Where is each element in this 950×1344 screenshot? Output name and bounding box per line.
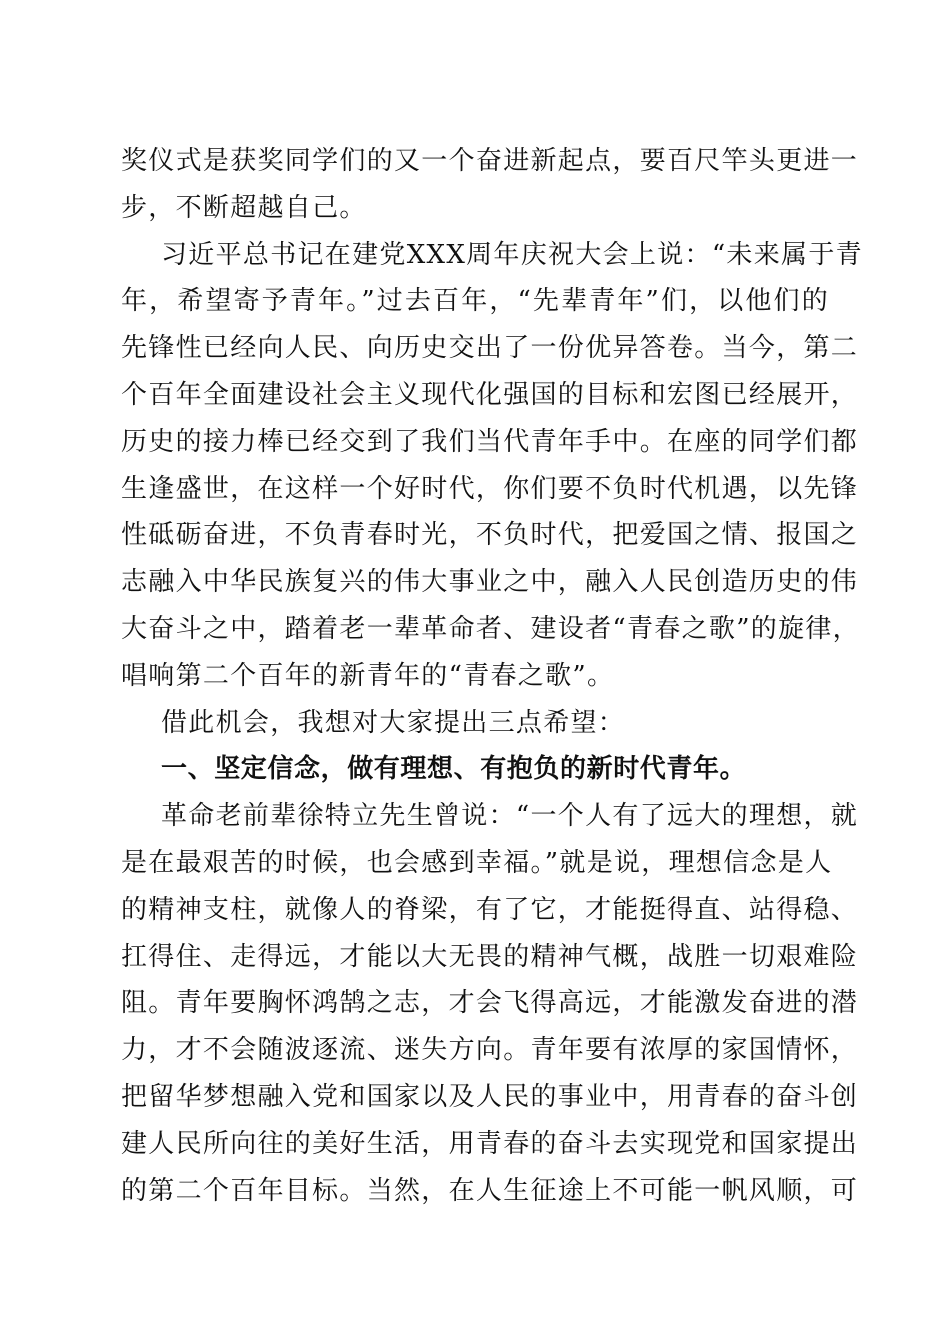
paragraph-first-line: 习近平总书记在建党XXX周年庆祝大会上说：“未来属于青 bbox=[161, 239, 863, 270]
paragraph-first-line: 革命老前辈徐特立先生曾说：“一个人有了远大的理想，就 bbox=[161, 801, 859, 832]
text-line: 大奋斗之中，踏着老一辈革命者、建设者“青春之歌”的旋律， bbox=[121, 613, 860, 644]
text-line: 建人民所向往的美好生活，用青春的奋斗去实现党和国家提出 bbox=[121, 1128, 859, 1159]
text-line: 扛得住、走得远，才能以大无畏的精神气概，战胜一切艰难险 bbox=[121, 941, 859, 972]
text-line: 先锋性已经向人民、向历史交出了一份优异答卷。当今，第二 bbox=[121, 333, 859, 364]
text-line: 志融入中华民族复兴的伟大事业之中，融入人民创造历史的伟 bbox=[121, 567, 859, 598]
text-line: 年，希望寄予青年。”过去百年，“先辈青年”们，以他们的 bbox=[121, 286, 829, 317]
section-heading: 一、坚定信念，做有理想、有抱负的新时代青年。 bbox=[161, 754, 747, 785]
text-line: 奖仪式是获奖同学们的又一个奋进新起点，要百尺竿头更进一 bbox=[121, 146, 859, 176]
text-line: 性砥砺奋进，不负青春时光，不负时代，把爱国之情、报国之 bbox=[121, 520, 859, 551]
text-line: 历史的接力棒已经交到了我们当代青年手中。在座的同学们都 bbox=[121, 426, 859, 457]
text-line: 把留华梦想融入党和国家以及人民的事业中，用青春的奋斗创 bbox=[121, 1081, 859, 1112]
text-line: 唱响第二个百年的新青年的“青春之歌”。 bbox=[121, 660, 615, 691]
text-line: 生逢盛世，在这样一个好时代，你们要不负时代机遇，以先锋 bbox=[121, 473, 859, 504]
text-line: 的精神支柱，就像人的脊梁，有了它，才能挺得直、站得稳、 bbox=[121, 894, 859, 925]
document-body bbox=[121, 138, 863, 1214]
text-line: 阻。青年要胸怀鸿鹄之志，才会飞得高远，才能激发奋进的潜 bbox=[121, 988, 859, 1019]
text-line: 力，才不会随波逐流、迷失方向。青年要有浓厚的家国情怀， bbox=[121, 1035, 859, 1066]
text-line: 步，不断超越自己。 bbox=[121, 192, 367, 223]
text-line: 的第二个百年目标。当然，在人生征途上不可能一帆风顺，可 bbox=[121, 1175, 859, 1206]
text-line: 是在最艰苦的时候，也会感到幸福。”就是说，理想信念是人 bbox=[121, 847, 833, 878]
text-line: 个百年全面建设社会主义现代化强国的目标和宏图已经展开， bbox=[121, 379, 859, 410]
paragraph-first-line: 借此机会，我想对大家提出三点希望： bbox=[161, 707, 626, 738]
